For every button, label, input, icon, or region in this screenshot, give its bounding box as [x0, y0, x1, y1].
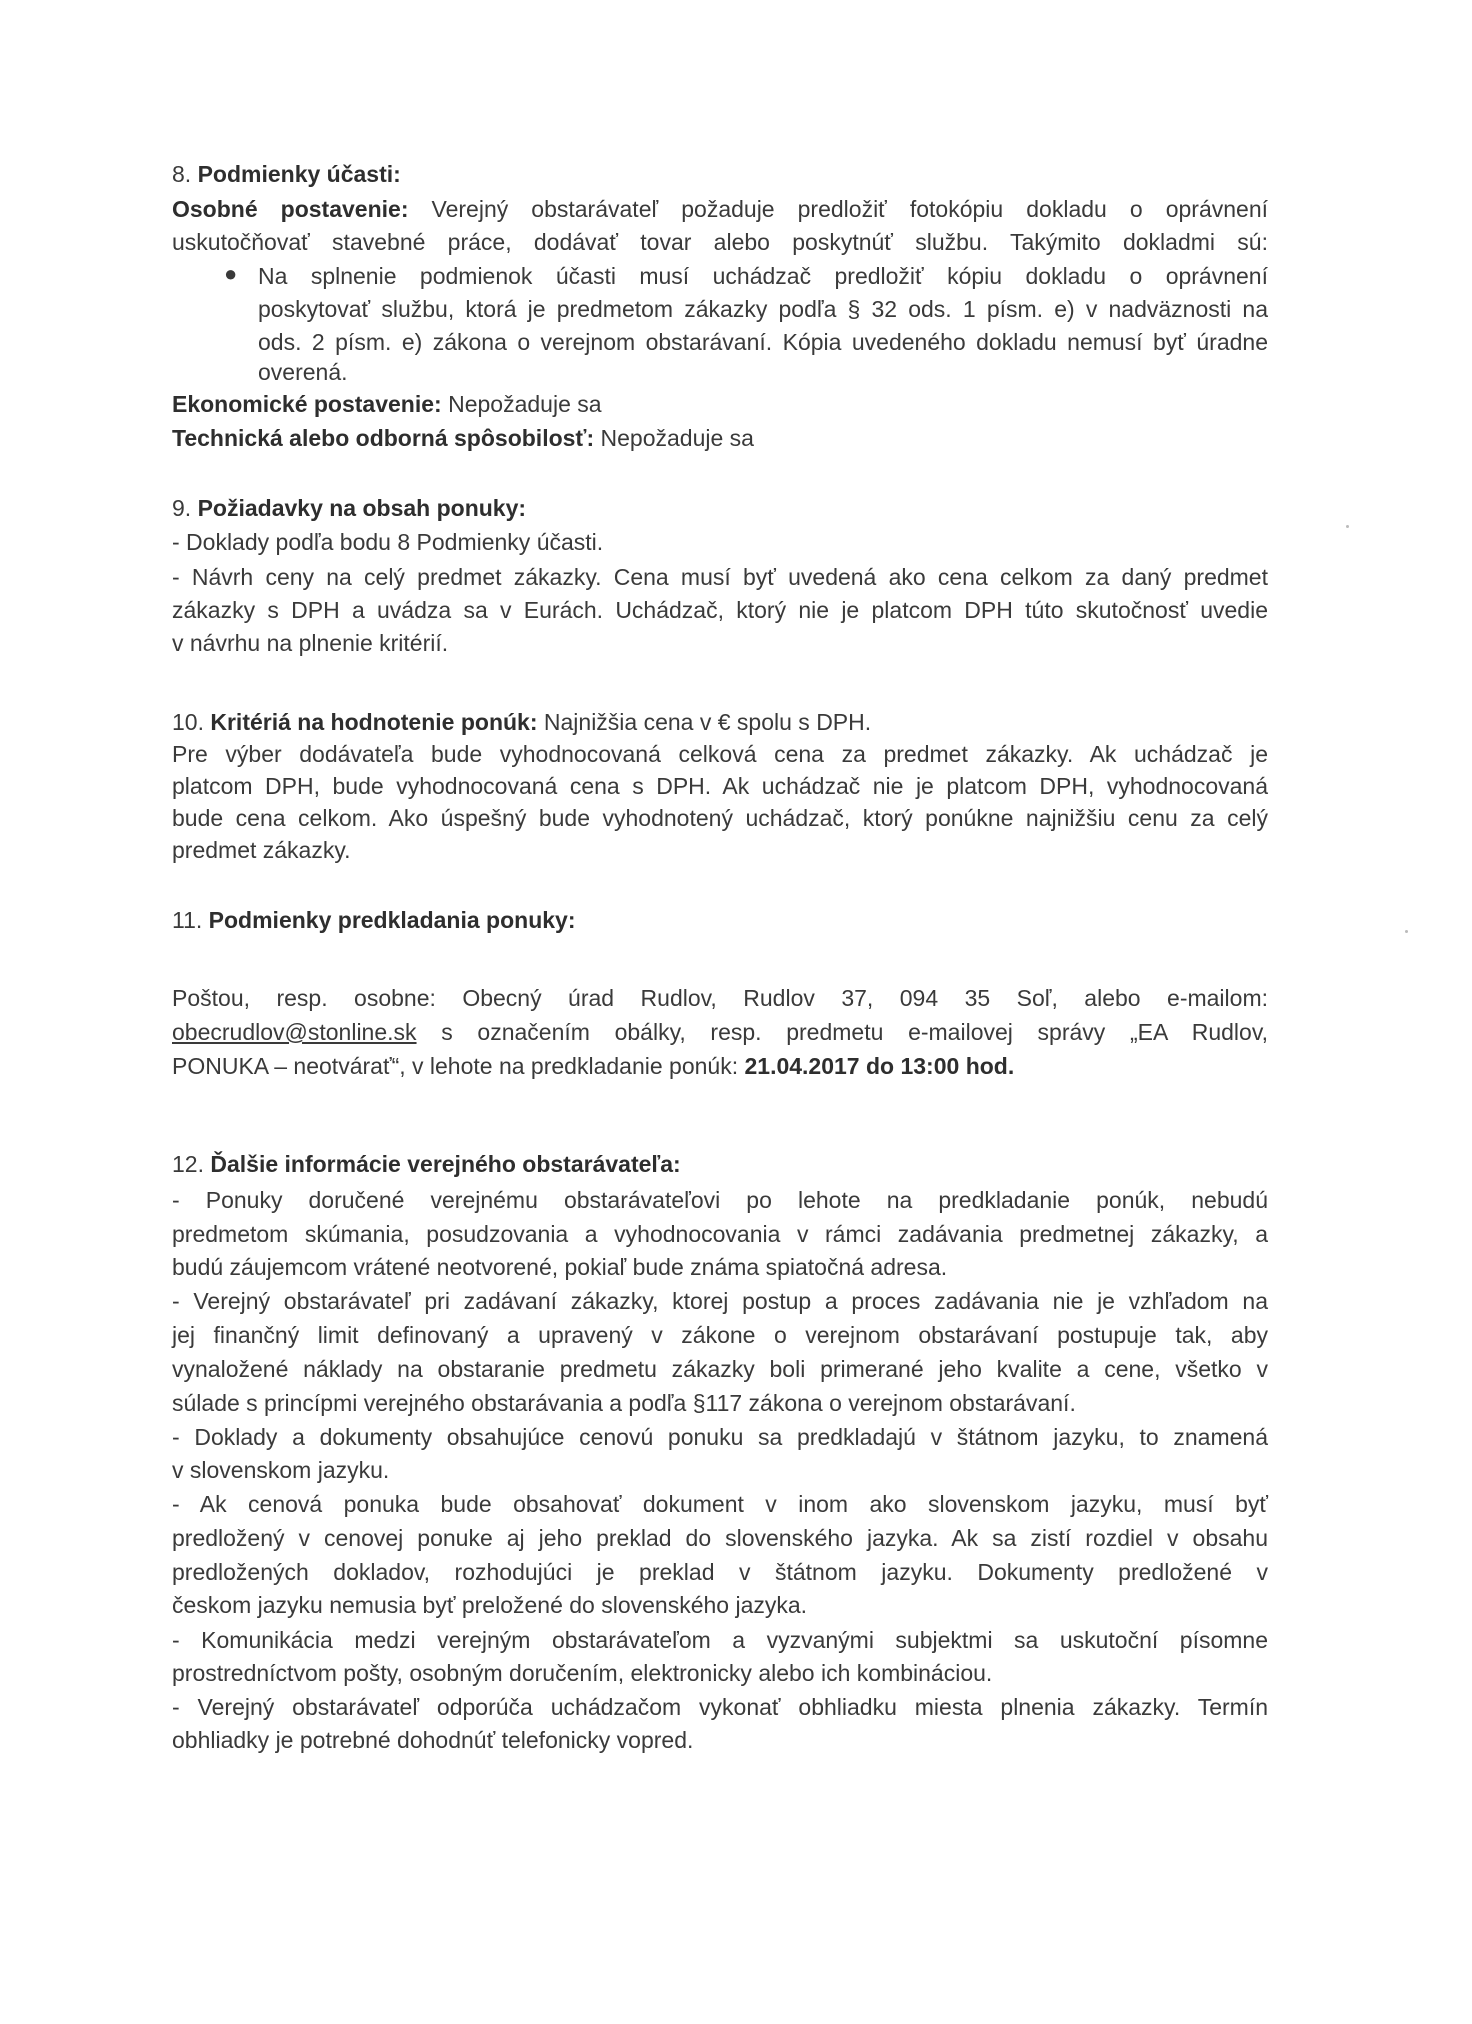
paragraph-line: Poštou, resp. osobne: Obecný úrad Rudlov, Rudlov 37, 094 35 Soľ, alebo e-mailom:: [172, 985, 1268, 1011]
paragraph-line: zákazky s DPH a uvádza sa v Eurách. Uchádzač, ktorý nie je platcom DPH túto skutočnosť uvedie: [172, 597, 1268, 623]
paragraph-line: v návrhu na plnenie kritérií.: [172, 630, 449, 656]
paragraph-line: platcom DPH, bude vyhodnocovaná cena s DPH. Ak uchádzač nie je platcom DPH, vyhodnocovaná: [172, 773, 1268, 799]
field-value: Nepožaduje sa: [600, 425, 754, 451]
paragraph-line: - Komunikácia medzi verejným obstarávateľom a vyzvanými subjektmi sa uskutoční písomne: [172, 1627, 1268, 1653]
bullet-line: Na splnenie podmienok účasti musí uchádzač predložiť kópiu dokladu o oprávnení: [258, 263, 1268, 289]
paragraph-line: predložený v cenovej ponuke aj jeho preklad do slovenského jazyka. Ak sa zistí rozdiel v obsahu: [172, 1525, 1268, 1551]
field-value: Nepožaduje sa: [448, 391, 602, 417]
paragraph-line: Pre výber dodávateľa bude vyhodnocovaná celková cena za predmet zákazky. Ak uchádzač je: [172, 741, 1268, 767]
paragraph-line: českom jazyku nemusia byť preložené do slovenského jazyka.: [172, 1592, 808, 1618]
section-number: 8.: [172, 161, 192, 187]
paragraph-line: - Ponuky doručené verejnému obstarávateľovi po lehote na predkladanie ponúk, nebudú: [172, 1187, 1268, 1213]
paragraph-line: - Doklady a dokumenty obsahujúce cenovú ponuku sa predkladajú v štátnom jazyku, to znamená: [172, 1424, 1268, 1450]
bullet-line: poskytovať službu, ktorá je predmetom zákazky podľa § 32 ods. 1 písm. e) v nadväznosti na: [258, 296, 1268, 322]
paragraph-line: jej finančný limit definovaný a upravený v zákone o verejnom obstarávaní postupuje tak, aby: [172, 1322, 1268, 1348]
paragraph-line: budú záujemcom vrátené neotvorené, pokiaľ bude známa spiatočná adresa.: [172, 1254, 948, 1280]
paragraph-line: - Návrh ceny na celý predmet zákazky. Cena musí byť uvedená ako cena celkom za daný predmet: [172, 564, 1268, 590]
paragraph-line: obecrudlov@stonline.sk s označením obálky, resp. predmetu e-mailovej správy „EA Rudlov,: [172, 1019, 1268, 1045]
bullet-line: ods. 2 písm. e) zákona o verejnom obstarávaní. Kópia uvedeného dokladu nemusí byť úradne: [258, 329, 1268, 355]
scan-speck: [1346, 525, 1349, 528]
section-number: 11.: [172, 907, 203, 933]
paragraph-line: - Ak cenová ponuka bude obsahovať dokument v inom ako slovenskom jazyku, musí byť: [172, 1491, 1268, 1517]
scan-speck: [1405, 930, 1408, 933]
section-title: Kritériá na hodnotenie ponúk:: [210, 709, 538, 735]
section-9-heading: [172, 494, 526, 523]
field-label: Technická alebo odborná spôsobilosť:: [172, 425, 595, 451]
section-number: 9.: [172, 495, 192, 521]
section-10-heading: [172, 708, 871, 737]
section-title: Podmienky predkladania ponuky:: [208, 907, 576, 933]
section-title: Ďalšie informácie verejného obstarávateľa:: [210, 1151, 681, 1177]
paragraph-line: - Doklady podľa bodu 8 Podmienky účasti.: [172, 529, 604, 555]
section-11-heading: [172, 906, 575, 935]
paragraph-line: bude cena celkom. Ako úspešný bude vyhodnotený uchádzač, ktorý ponúkne najnižšiu cenu za celý: [172, 805, 1268, 831]
paragraph-line: súlade s princípmi verejného obstarávania a podľa §117 zákona o verejnom obstarávaní.: [172, 1390, 1076, 1416]
deadline: 21.04.2017 do 13:00 hod.: [744, 1053, 1015, 1079]
paragraph-line: v slovenskom jazyku.: [172, 1457, 390, 1483]
paragraph-line: obhliadky je potrebné dohodnúť telefonicky vopred.: [172, 1727, 694, 1753]
paragraph-line: prostredníctvom pošty, osobným doručením, elektronicky alebo ich kombináciou.: [172, 1660, 993, 1686]
section-title: Podmienky účasti:: [197, 161, 401, 187]
paragraph-line: - Verejný obstarávateľ pri zadávaní zákazky, ktorej postup a proces zadávania nie je vzhľadom na: [172, 1288, 1268, 1314]
bullet-line: overená.: [258, 359, 348, 385]
section-title: Požiadavky na obsah ponuky:: [197, 495, 527, 521]
paragraph-line: [172, 390, 602, 419]
field-label: Ekonomické postavenie:: [172, 391, 442, 417]
paragraph-line: - Verejný obstarávateľ odporúča uchádzačom vykonať obhliadku miesta plnenia zákazky. Termín: [172, 1694, 1268, 1720]
paragraph-line: PONUKA – neotvárať“, v lehote na predkladanie ponúk: 21.04.2017 do 13:00 hod.: [172, 1053, 1015, 1079]
section-number: 10.: [172, 709, 204, 735]
section-8-heading: [172, 160, 401, 189]
field-value: Najnižšia cena v € spolu s DPH.: [543, 709, 872, 735]
paragraph-line: predmet zákazky.: [172, 837, 351, 863]
field-label: Osobné postavenie:: [172, 196, 409, 222]
section-12-heading: [172, 1150, 681, 1179]
paragraph-line: [172, 424, 754, 453]
email-link[interactable]: obecrudlov@stonline.sk: [172, 1019, 417, 1045]
paragraph-line: vynaložené náklady na obstaranie predmetu zákazky boli primerané jeho kvalite a cene, všetko v: [172, 1356, 1268, 1382]
paragraph-line: predložených dokladov, rozhodujúci je preklad v štátnom jazyku. Dokumenty predložené v: [172, 1559, 1268, 1585]
paragraph-line: predmetom skúmania, posudzovania a vyhodnocovania v rámci zadávania predmetnej zákazky, a: [172, 1221, 1268, 1247]
section-number: 12.: [172, 1151, 204, 1177]
bullet-icon: ●: [224, 261, 238, 286]
paragraph-line: Osobné postavenie: Verejný obstarávateľ požaduje predložiť fotokópiu dokladu o oprávnení: [172, 196, 1268, 222]
paragraph-line: uskutočňovať stavebné práce, dodávať tovar alebo poskytnúť službu. Takýmito dokladmi sú:: [172, 229, 1268, 255]
